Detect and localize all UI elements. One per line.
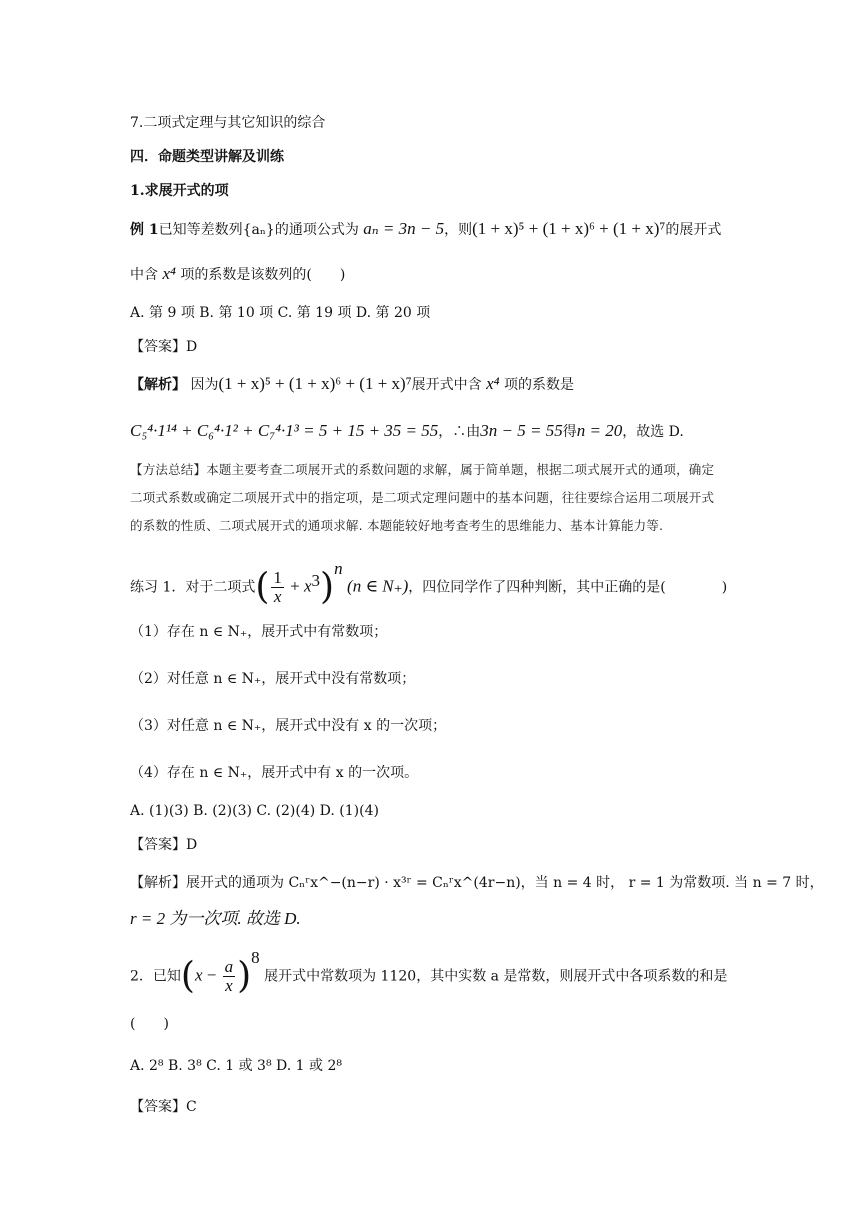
practice-1-options: A. (1)(3) B. (2)(3) C. (2)(4) D. (1)(4) (130, 803, 379, 819)
example-1-answer: 【答案】D (130, 339, 198, 355)
example-text-a: 已知等差数列{aₙ}的通项公式为 (158, 222, 359, 238)
example-1-analysis (130, 373, 574, 396)
example-1-calc (130, 420, 684, 443)
analysis-text-b: 展开式中含 (411, 377, 482, 393)
question-2-answer: 【答案】C (130, 1099, 197, 1115)
calc-n: n = 20 (576, 421, 623, 440)
fraction-a-over-x: $\frac{a}{x}$ (224, 957, 234, 996)
right-paren: ) (320, 566, 335, 608)
calc-formula: C₅⁴·1¹⁴ + C₆⁴·1² + C₇⁴·1³ = 5 + 15 + 35 = 55 (130, 421, 439, 440)
practice-condition: (n ∈ N₊) (347, 576, 409, 596)
analysis-label: 【解析】 (130, 377, 186, 393)
practice-item-4: （4）存在 n ∈ N₊，展开式中有 x 的一次项。 (130, 765, 419, 781)
example-label: 例 1 (130, 222, 159, 238)
section-heading: 四．命题类型讲解及训练 (130, 149, 284, 165)
fraction-1-over-x: $\frac{1}{x}$ (273, 568, 282, 607)
practice-1-answer: 【答案】D (130, 837, 198, 853)
analysis-x4: x⁴ (486, 374, 500, 393)
practice-1-analysis-line-2: r = 2 为一次项. 故选 D. (130, 909, 301, 928)
formula-an: aₙ = 3n − 5 (363, 219, 445, 238)
calc-equation: 3n − 5 = 55 (480, 421, 563, 440)
x4-term: x⁴ (162, 264, 176, 283)
analysis-formula: (1 + x)⁵ + (1 + x)⁶ + (1 + x)⁷ (218, 374, 412, 393)
example-1-line-1 (130, 218, 721, 241)
formula-sum: (1 + x)⁵ + (1 + x)⁶ + (1 + x)⁷ (472, 219, 666, 238)
example-line2-b: 项的系数是该数列的( ) (180, 267, 346, 283)
example-text-b: ，则 (444, 222, 473, 238)
practice-rest: ，四位同学作了四种判断，其中正确的是( ) (408, 579, 728, 596)
left-paren: ( (180, 955, 195, 997)
practice-1-question: 练习 1．对于二项式( $\frac{1}{x}$ + $x^3)^n$ (n ∈ N₊)，四位同学作了四种判断，其中正确的是( ) (130, 559, 728, 608)
method-summary-line-3: 的系数的性质、二项式展开式的通项求解. 本题能较好地考查考生的思维能力、基本计算能力等. (130, 518, 664, 533)
practice-label: 练习 1．对于二项式 (130, 579, 256, 596)
method-summary-line-2: 二项式系数或确定二项展开式中的指定项，是二项式定理问题中的基本问题，往往要综合运用二项展开式 (130, 490, 715, 505)
question-2-label: 2．已知 (130, 968, 181, 985)
practice-item-2: （2）对任意 n ∈ N₊，展开式中没有常数项； (130, 671, 416, 687)
question-2-paren: ( ) (130, 1016, 169, 1032)
method-summary-line-1: 【方法总结】本题主要考查二项展开式的系数问题的求解，属于简单题，根据二项式展开式的通项，确定 (130, 462, 715, 477)
example-line2-a: 中含 (130, 267, 158, 283)
example-text-c: 的展开式 (665, 222, 722, 238)
heading-item-7: 7.二项式定理与其它知识的综合 (130, 115, 326, 131)
example-1-line-2 (130, 263, 345, 286)
right-paren: ) (237, 955, 252, 997)
calc-text-c: 得 (562, 424, 577, 440)
calc-text-b: ，∴由 (438, 424, 481, 440)
question-2-text: 展开式中常数项为 1120，其中实数 a 是常数，则展开式中各项系数的和是 (264, 968, 728, 985)
example-1-options: A. 第 9 项 B. 第 10 项 C. 第 19 项 D. 第 20 项 (130, 305, 431, 321)
question-2-options: A. 2⁸ B. 3⁸ C. 1 或 3⁸ D. 1 或 2⁸ (130, 1058, 342, 1074)
practice-item-3: （3）对任意 n ∈ N₊，展开式中没有 x 的一次项； (130, 718, 447, 734)
analysis-text-b2: 项的系数是 (504, 377, 575, 393)
practice-item-1: （1）存在 n ∈ N₊，展开式中有常数项； (130, 624, 388, 640)
left-paren: ( (255, 566, 270, 608)
practice-1-analysis-line-1: 【解析】展开式的通项为 Cₙʳx^−(n−r) · x³ʳ = Cₙʳx^(4r−n)，当 n = 4 时， r = 1 为常数项. 当 n = 7 时， (130, 875, 824, 891)
analysis-text-a: 因为 (190, 377, 219, 393)
calc-text-d: ，故选 D. (622, 424, 684, 440)
faint-watermark (410, 478, 750, 500)
subsection-heading: 1.求展开式的项 (130, 183, 229, 199)
question-2: 2．已知(x − $\frac{a}{x}$ )$^8$ 展开式中常数项为 1120，其中实数 a 是常数，则展开式中各项系数的和是 (130, 948, 728, 997)
